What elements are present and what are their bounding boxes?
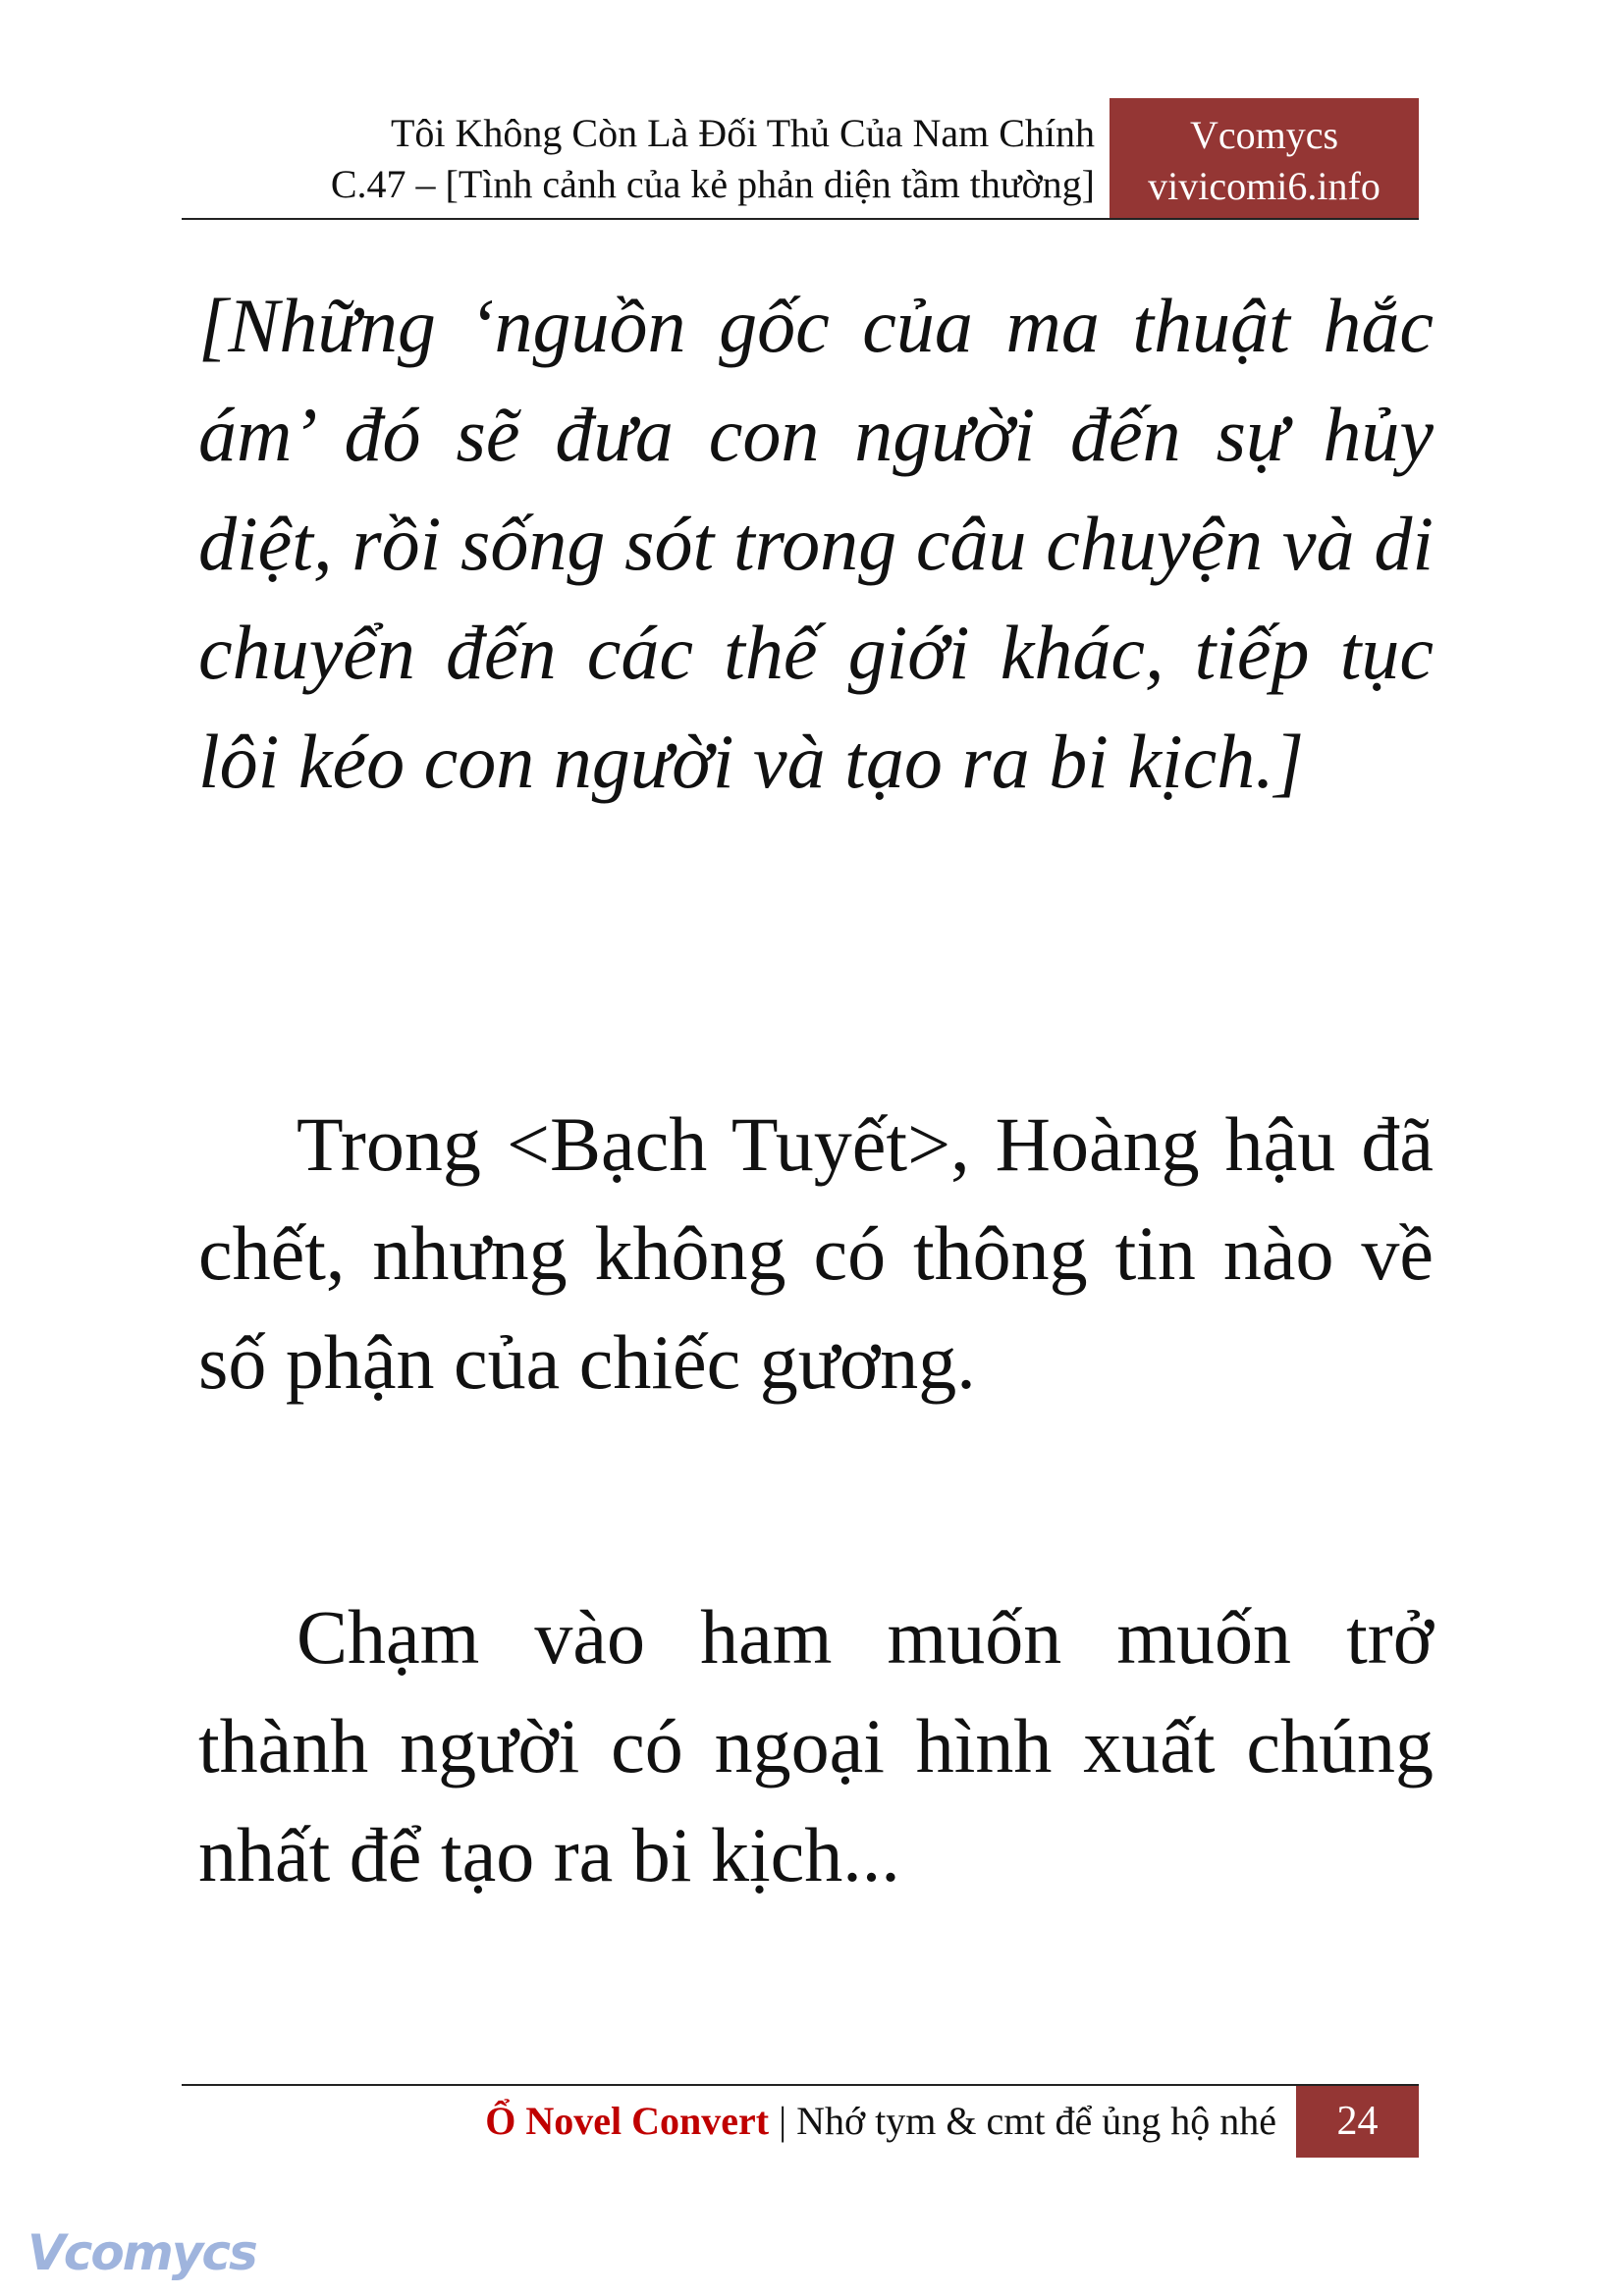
footer-separator: | <box>779 2099 787 2143</box>
paragraph-desire: Chạm vào ham muốn muốn trở thành người có ngoại hình xuất chúng nhất để tạo ra bi kịch... <box>198 1594 1434 1897</box>
page-footer <box>182 2084 1419 2158</box>
vcomycs-logo-watermark: Vcomycs <box>27 2224 256 2281</box>
paragraph-italic-quote: [Những ‘nguồn gốc của ma thuật hắc ám’ đó sẽ đưa con người đến sự hủy diệt, rồi sống sót trong câu chuyện và di chuyển đến các thế giới khác, tiếp tục lôi kéo con người và tạo ra bi kịch.] <box>198 283 1434 804</box>
book-title: Tôi Không Còn Là Đối Thủ Của Nam Chính <box>391 111 1095 155</box>
site-url: vivicomi6.info <box>1148 164 1380 208</box>
paragraph-snow-white: Trong <Bạch Tuyết>, Hoàng hậu đã chết, nhưng không có thông tin nào về số phận của chiếc gương. <box>198 1101 1434 1405</box>
header-divider <box>182 218 1419 220</box>
site-badge <box>1110 98 1419 220</box>
footer-brand: Ổ Novel Convert <box>485 2099 770 2143</box>
paragraph-block-2 <box>198 1090 1434 1416</box>
footer-divider <box>182 2084 1419 2086</box>
footer-message: Nhớ tym & cmt để ủng hộ nhé <box>796 2099 1276 2143</box>
chapter-title: C.47 – [Tình cảnh của kẻ phản diện tầm thường] <box>330 162 1095 206</box>
page-header <box>182 98 1419 220</box>
header-titles <box>331 108 1095 210</box>
site-name: Vcomycs <box>1189 113 1339 157</box>
footer-text <box>485 2096 1276 2147</box>
paragraph-block-3 <box>198 1582 1434 1909</box>
paragraph-block-1 <box>198 271 1434 816</box>
page-number: 24 <box>1296 2086 1419 2158</box>
